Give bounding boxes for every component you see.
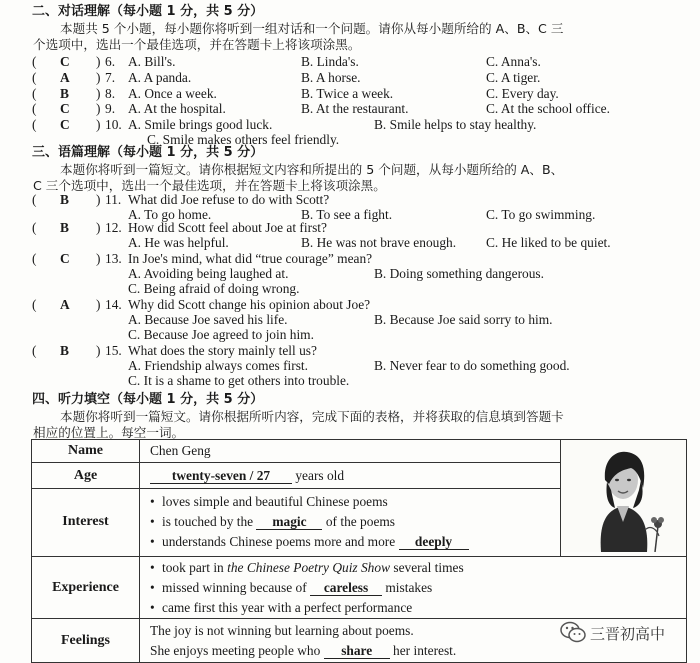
interest-1-text: loves simple and beautiful Chinese poems: [162, 494, 388, 510]
age-suffix: years old: [295, 467, 345, 483]
age-row: [140, 463, 561, 489]
option-c: C. To go swimming.: [486, 207, 596, 222]
option-c: C. Smile makes others feel friendly.: [147, 132, 340, 147]
paren-close: ): [96, 117, 101, 132]
question-text: What did Joe refuse to do with Scott?: [128, 192, 330, 207]
answer-letter: C: [60, 251, 70, 266]
paren-close: ): [96, 54, 101, 69]
bullet-icon: •: [150, 534, 155, 550]
paren-open: (: [32, 251, 37, 266]
watermark: [560, 620, 690, 646]
answer-letter: C: [60, 117, 70, 132]
question-number: 15.: [105, 343, 122, 358]
feel-2-post: her interest.: [393, 642, 457, 658]
paren-close: ): [96, 343, 101, 358]
answer-letter: B: [60, 343, 69, 358]
wechat-logo-icon: [560, 621, 586, 643]
answer-letter: B: [60, 192, 69, 207]
question-text: Why did Scott change his opinion about Joe?: [128, 297, 371, 312]
option-b: B. At the restaurant.: [301, 101, 409, 116]
section3-intro-2: C 三个选项中，选出一个最佳选项，并在答题卡上将该项涂黑。: [33, 178, 386, 193]
option-a: A. Bill's.: [128, 54, 176, 69]
age-answer: twenty-seven / 27: [150, 468, 292, 484]
feelings-line-1: The joy is not winning but learning about poems.: [150, 622, 414, 638]
answer-letter: B: [60, 220, 69, 235]
question-number: 12.: [105, 220, 122, 235]
option-b: B. Never fear to do something good.: [374, 358, 570, 373]
interest-2-pre: is touched by the: [162, 514, 254, 530]
exp-1-show-title: the Chinese Poetry Quiz Show: [227, 559, 391, 575]
paren-open: (: [32, 86, 37, 101]
paren-open: (: [32, 70, 37, 85]
experience-cell: [140, 557, 687, 619]
experience-item-1: [150, 558, 686, 578]
option-a: A. Smile brings good luck.: [128, 117, 273, 132]
bullet-icon: •: [150, 599, 155, 615]
exp-1-post: several times: [393, 559, 464, 575]
option-b: B. Doing something dangerous.: [374, 266, 544, 281]
option-b: B. He was not brave enough.: [301, 235, 457, 250]
paren-close: ): [96, 192, 101, 207]
section4-heading: 四、听力填空（每小题 1 分，共 5 分）: [32, 392, 264, 407]
section3-intro-1: 本题你将听到一篇短文。请你根据短文内容和所提出的 5 个问题，从每小题所给的 A、B、: [60, 162, 564, 177]
answer-letter: C: [60, 54, 70, 69]
option-a: A. Avoiding being laughed at.: [128, 266, 289, 281]
question-number: 14.: [105, 297, 122, 312]
paren-open: (: [32, 101, 37, 116]
question-number: 8.: [105, 86, 116, 101]
interest-cell: [140, 488, 561, 556]
paren-open: (: [32, 297, 37, 312]
interest-2-post: of the poems: [325, 514, 396, 530]
interest-label: Interest: [32, 488, 140, 556]
paren-close: ): [96, 251, 101, 266]
exp-1-pre: took part in: [162, 559, 224, 575]
paren-close: ): [96, 297, 101, 312]
answer-letter: C: [60, 101, 70, 116]
interest-item-3: [150, 532, 560, 552]
paren-open: (: [32, 192, 37, 207]
portrait-image: [561, 440, 686, 552]
question-number: 13.: [105, 251, 122, 266]
option-c: C. Being afraid of doing wrong.: [128, 281, 300, 296]
option-c: C. He liked to be quiet.: [486, 235, 611, 250]
section2-heading: 二、对话理解（每小题 1 分，共 5 分）: [32, 4, 264, 19]
question-text: What does the story mainly tell us?: [128, 343, 317, 358]
portrait-cell: [561, 440, 687, 557]
option-a: A. Friendship always comes first.: [128, 358, 309, 373]
experience-item-2: [150, 578, 686, 598]
watermark-text: 三晋初高中: [590, 625, 666, 643]
paren-close: ): [96, 101, 101, 116]
exp-2-answer: careless: [310, 580, 382, 596]
section4-intro-1: 本题你将听到一篇短文。请你根据所听内容，完成下面的表格，并将获取的信息填到答题卡: [60, 409, 564, 424]
bullet-icon: •: [150, 494, 155, 510]
option-a: A. He was helpful.: [128, 235, 229, 250]
interest-2-answer: magic: [256, 514, 322, 530]
bullet-icon: •: [150, 514, 155, 530]
feelings-label: Feelings: [32, 619, 140, 663]
option-b: B. Because Joe said sorry to him.: [374, 312, 553, 327]
option-a: A. Because Joe saved his life.: [128, 312, 288, 327]
bullet-icon: •: [150, 559, 155, 575]
paren-open: (: [32, 54, 37, 69]
exp-3-text: came first this year with a perfect performance: [162, 599, 413, 615]
option-a: A. To go home.: [128, 207, 212, 222]
question-number: 9.: [105, 101, 116, 116]
answer-letter: A: [60, 70, 70, 85]
question-text: In Joe's mind, what did “true courage” mean?: [128, 251, 373, 266]
exp-2-post: mistakes: [385, 579, 433, 595]
section4-intro-2: 相应的位置上。每空一词。: [33, 425, 185, 440]
option-b: B. To see a fight.: [301, 207, 393, 222]
paren-close: ): [96, 70, 101, 85]
option-c: C. Every day.: [486, 86, 559, 101]
option-a: A. Once a week.: [128, 86, 217, 101]
interest-item-1: [150, 492, 560, 512]
paren-open: (: [32, 343, 37, 358]
age-label: Age: [32, 463, 140, 489]
paren-close: ): [96, 86, 101, 101]
exp-2-pre: missed winning because of: [162, 579, 307, 595]
bullet-icon: •: [150, 579, 155, 595]
question-text: How did Scott feel about Joe at first?: [128, 220, 327, 235]
experience-item-3: [150, 598, 686, 618]
answer-letter: B: [60, 86, 69, 101]
answer-letter: A: [60, 297, 70, 312]
interest-item-2: [150, 512, 560, 532]
section2-intro-1: 本题共 5 个小题，每小题你将听到一组对话和一个问题。请你从每小题所给的 A、B、C 三: [60, 21, 564, 36]
section3-heading: 三、语篇理解（每小题 1 分，共 5 分）: [32, 145, 264, 160]
question-number: 10.: [105, 117, 122, 132]
section2-intro-2: 个选项中，选出一个最佳选项，并在答题卡上将该项涂黑。: [33, 37, 361, 52]
option-b: B. Twice a week.: [301, 86, 394, 101]
name-label: Name: [32, 440, 140, 463]
interest-3-pre: understands Chinese poems more and more: [162, 534, 396, 550]
option-c: C. Anna's.: [486, 54, 541, 69]
feel-2-answer: share: [324, 643, 390, 659]
question-number: 7.: [105, 70, 116, 85]
option-c: C. At the school office.: [486, 101, 610, 116]
question-number: 6.: [105, 54, 116, 69]
interest-3-answer: deeply: [399, 534, 469, 550]
option-b: B. Smile helps to stay healthy.: [374, 117, 537, 132]
option-c: C. A tiger.: [486, 70, 541, 85]
option-b: B. Linda's.: [301, 54, 359, 69]
paren-open: (: [32, 220, 37, 235]
option-c: C. Because Joe agreed to join him.: [128, 327, 314, 342]
option-a: A. At the hospital.: [128, 101, 226, 116]
paren-open: (: [32, 117, 37, 132]
paren-close: ): [96, 220, 101, 235]
name-value: Chen Geng: [140, 440, 561, 463]
option-c: C. It is a shame to get others into trouble.: [128, 373, 350, 388]
experience-label: Experience: [32, 557, 140, 619]
option-a: A. A panda.: [128, 70, 192, 85]
option-b: B. A horse.: [301, 70, 361, 85]
question-number: 11.: [105, 192, 122, 207]
feel-2-pre: She enjoys meeting people who: [150, 642, 321, 658]
